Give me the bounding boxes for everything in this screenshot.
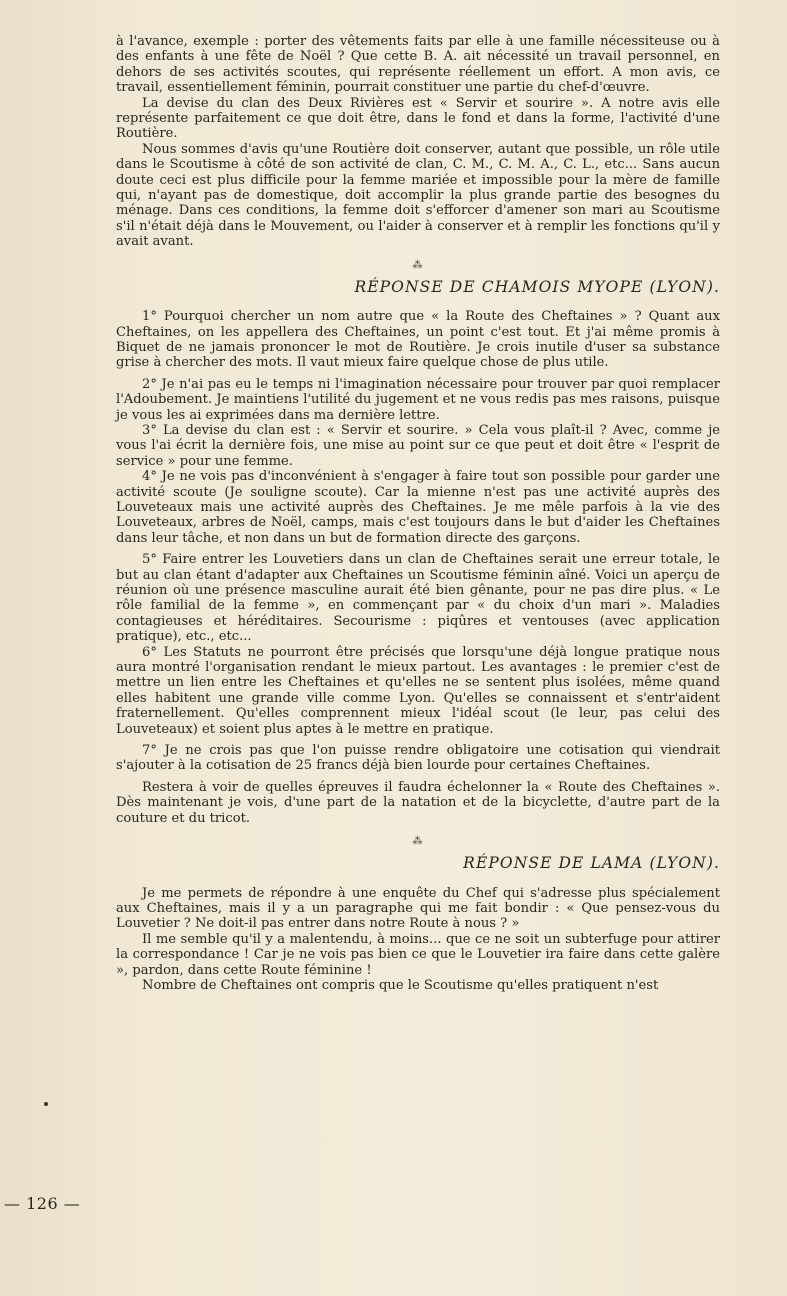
- paragraph-top-2: La devise du clan des Deux Rivières est « Servir et sourire ». A notre avis elle représente parfaitement ce que doit être, dans le fond et dans la forme, l'activité d'une Routière.: [116, 95, 720, 142]
- text-column: [116, 34, 720, 993]
- section-heading-lama: RÉPONSE DE LAMA (LYON).: [463, 854, 720, 873]
- paragraph-chamois-6: 6° Les Statuts ne pourront être précisés que lorsqu'une déjà longue pratique nous aura montré l'organisation rendant le mieux partout. Les avantages : le premier c'est de mettre un lien entre les Cheftaines et qu'elles ne se sentent plus isolées, même quand elles habitent une grande ville comme Lyon. Qu'elles se connaissent et s'entr'aident fraternellement. Qu'elles comprennent mieux l'idéal scout (le leur, pas celui des Louveteaux) et soient plus aptes à le mettre en pratique.: [116, 644, 720, 737]
- paragraph-chamois-1: 1° Pourquoi chercher un nom autre que « la Route des Cheftaines » ? Quant aux Cheftaines, on les appellera des Cheftaines, un point c'est tout. Et j'ai même promis à Biquet de ne jamais prononcer le mot de Routière. Je crois inutile d'user sa substance grise à chercher des mots. Il vaut mieux faire quelque chose de plus utile.: [116, 309, 720, 371]
- paragraph-chamois-4: 4° Je ne vois pas d'inconvénient à s'engager à faire tout son possible pour garder une activité scoute (Je souligne scoute). Car la mienne n'est pas une activité auprès des Louveteaux mais une activité auprès des Cheftaines. Je me mêle parfois à la vie des Louveteaux, arbres de Noël, camps, mais c'est toujours dans le but d'aider les Cheftaines dans leur tâche, et non dans un but de formation directe des garçons.: [116, 469, 720, 546]
- paragraph-chamois-8: Restera à voir de quelles épreuves il faudra échelonner la « Route des Cheftaines ». Dès maintenant je vois, d'une part de la natation et de la bicyclette, d'autre part de la couture et du tricot.: [116, 779, 720, 826]
- section-separator-2: ⁂: [412, 836, 424, 848]
- paragraph-top-3: Nous sommes d'avis qu'une Routière doit conserver, autant que possible, un rôle utile dans le Scoutisme à côté de son activité de clan, C. M., C. M. A., C. L., etc... Sans aucun doute ceci est plus difficile pour la femme mariée et impossible pour la mère de famille qui, n'ayant pas de domestique, doit accomplir la plus grande partie des besognes du ménage. Dans ces conditions, la femme doit s'efforcer d'amener son mari au Scoutisme s'il n'était déjà dans le Mouvement, ou l'aider à conserver et à remplir les fonctions qu'il y avait avant.: [116, 141, 720, 250]
- paragraph-lama-3: Nombre de Cheftaines ont compris que le Scoutisme qu'elles pratiquent n'est: [142, 977, 659, 993]
- margin-dot: [44, 1102, 48, 1106]
- paragraph-chamois-5: 5° Faire entrer les Louvetiers dans un clan de Cheftaines serait une erreur totale, le but au clan étant d'adapter aux Cheftaines un Scoutisme féminin aîné. Voici un aperçu de réunion où une présence masculine aurait été bien gênante, pour ne pas dire plus. « Le rôle familial de la femme », en commençant par « du choix d'un mari ». Maladies contagieuses et héréditaires. Secourisme : piqûres et ventouses (avec application pratique), etc., etc...: [116, 552, 720, 645]
- paragraph-chamois-7: 7° Je ne crois pas que l'on puisse rendre obligatoire une cotisation qui viendrait s'ajouter à la cotisation de 25 francs déjà bien lourde pour certaines Cheftaines.: [116, 743, 720, 774]
- paragraph-lama-2: Il me semble qu'il y a malentendu, à moins... que ce ne soit un subterfuge pour attirer la correspondance ! Car je ne vois pas bien ce que le Louvetier ira faire dans cette galère », pardon, dans cette Route féminine !: [116, 931, 720, 978]
- page-number: — 126 —: [4, 1194, 81, 1213]
- paragraph-chamois-3: 3° La devise du clan est : « Servir et sourire. » Cela vous plaît-il ? Avec, comme je vous l'ai écrit la dernière fois, une mise au point sur ce que peut et doit être « l'esprit de service » pour une femme.: [116, 422, 720, 469]
- paragraph-top-1: à l'avance, exemple : porter des vêtements faits par elle à une famille nécessiteuse ou à des enfants à une fête de Noël ? Que cette B. A. ait nécessité un travail personnel, en dehors de ses activités scoutes, qui représente réellement un effort. A mon avis, ce travail, essentiellement féminin, pourrait constituer une partie du chef-d'œuvre.: [116, 34, 720, 96]
- section-heading-chamois: RÉPONSE DE CHAMOIS MYOPE (LYON).: [354, 277, 720, 296]
- section-separator-1: ⁂: [412, 259, 424, 271]
- paragraph-lama-1: Je me permets de répondre à une enquête du Chef qui s'adresse plus spécialement aux Cheftaines, mais il y a un paragraphe qui me fait bondir : « Que pensez-vous du Louvetier ? Ne doit-il pas entrer dans notre Route à nous ? »: [116, 885, 720, 932]
- paragraph-chamois-2: 2° Je n'ai pas eu le temps ni l'imagination nécessaire pour trouver par quoi remplacer l'Adoubement. Je maintiens l'utilité du jugement et ne vous redis pas mes raisons, puisque je vous les ai exprimées dans ma dernière lettre.: [116, 376, 720, 423]
